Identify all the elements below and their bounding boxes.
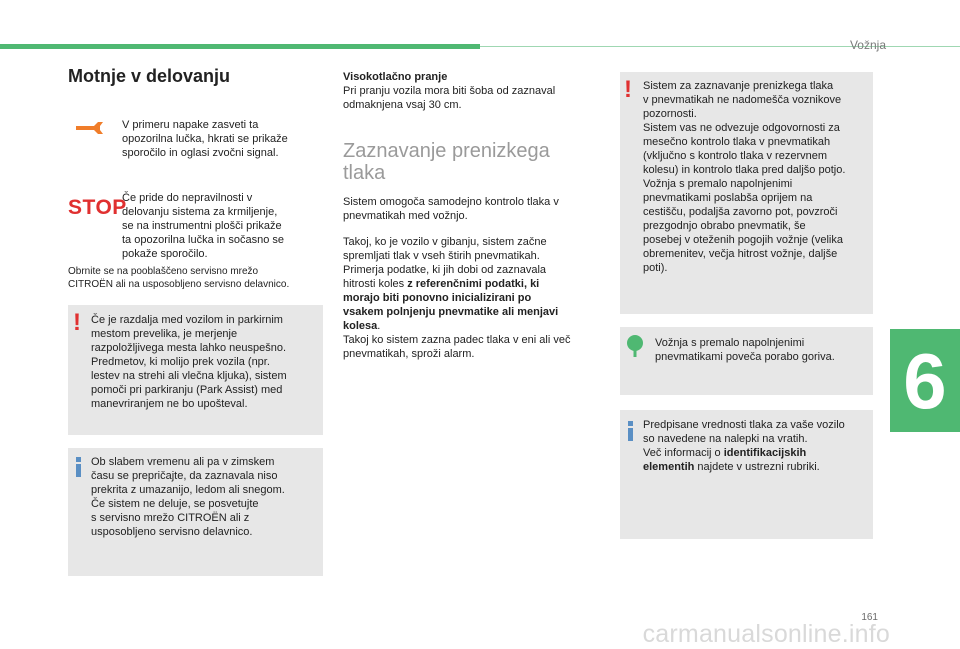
washing-text: Pri pranju vozila mora biti šoba od zaznaval odmaknjena vsaj 30 cm. <box>343 85 556 111</box>
paragraph-1: Sistem omogoča samodejno kontrolo tlaka v pnevmatikah med vožnjo. <box>343 196 559 222</box>
info-box-text: Ob slabem vremenu ali pa v zimskem času se prepričajte, da zaznavala niso prekrita z umazanijo, ledom ali snegom. Če sistem ne deluje, se posvetujte s servisno mrežo CITROËN ali z usposobljeno servisno delavnico. <box>91 456 285 538</box>
warning-icon: ! <box>624 76 632 103</box>
service-text: Obrnite se na pooblaščeno servisno mrežo CITROËN ali na usposobljeno servisno delavnico. <box>68 266 290 290</box>
page-title: Motnje v delovanju <box>68 66 231 86</box>
leaf-tree-icon <box>624 334 646 358</box>
section-heading: Zaznavanje prenizkega tlaka <box>343 140 550 184</box>
watermark: carmanualsonline.info <box>642 620 890 648</box>
paragraph-2: Takoj, ko je vozilo v gibanju, sistem začne spremljati tlak v vseh štirih pnevmatikah. Primerja podatke, ki jih dobi od zaznavala hitrosti koles z referenčnimi podatki, ki morajo biti ponovno inicializirani po vsakem polnjenju pnevmatike ali menjavi kolesa. Takoj ko sistem zazna padec tlaka v eni ali več pnevmatikah, sproži alarm. <box>343 236 571 360</box>
header-accent-line <box>480 46 960 47</box>
stop-text: Če pride do nepravilnosti v delovanju sistema za krmiljenje, se na instrumentni plošči prikaže ta opozorilna lučka in sočasno se pokaže sporočilo. <box>122 192 285 260</box>
wrench-icon <box>74 120 104 136</box>
warning-icon: ! <box>73 309 81 336</box>
eco-box-text: Vožnja s premalo napolnjenimi pnevmatikami poveča porabo goriva. <box>655 337 835 363</box>
info-icon <box>76 457 81 477</box>
wrench-text: V primeru napake zasveti ta opozorilna lučka, hkrati se prikaže sporočilo in oglasi zvočni signal. <box>122 119 288 159</box>
header-accent-bar <box>0 44 480 49</box>
page-number: 161 <box>861 612 878 623</box>
warning-box-text: Če je razdalja med vozilom in parkirnim mestom prevelika, je merjenje razpoložljivega mesta lahko neuspešno. Predmetov, ki molijo prek vozila (npr. lestev na strehi ali vlečna kljuka), sistem pomoči pri parkiranju (Park Assist) med manevriranjem ne bo upošteval. <box>91 314 287 410</box>
section-title: Vožnja <box>849 38 886 52</box>
chapter-number: 6 <box>903 336 947 425</box>
info-icon <box>628 421 633 441</box>
right-info-text: Predpisane vrednosti tlaka za vaše vozilo so navedene na nalepki na vratih. Več informacij o identifikacijskih elementih najdete v ustrezni rubriki. <box>643 419 845 473</box>
right-warning-text: Sistem za zaznavanje prenizkega tlaka v pnevmatikah ne nadomešča voznikove pozornosti. Sistem vas ne odvezuje odgovornosti za mesečno kontrolo tlaka v pnevmatikah (vključno s kontrolo tlaka v rezervnem kolesu) in kontrolo tlaka pred daljšo potjo. Vožnja s premalo napolnjenimi pnevmatikami poslabša oprijem na cestišču, podaljša zavorno pot, povzroči prezgodnjo obrabo pnevmatik, še posebej v oteženih pogojih vožnje (velika obremenitev, večja hitrost vožnje, daljše poti). <box>643 80 846 274</box>
stop-icon: STOP <box>68 196 127 219</box>
washing-title: Visokotlačno pranje <box>343 71 448 83</box>
